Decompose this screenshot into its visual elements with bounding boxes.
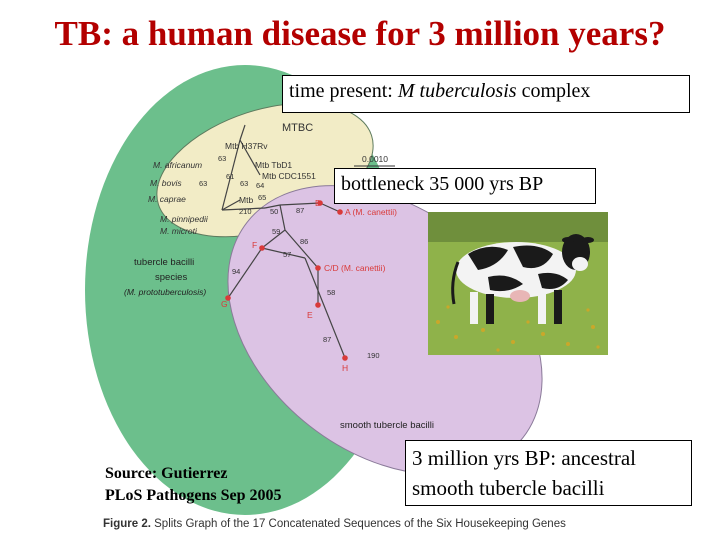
strain-bovis: M. bovis: [150, 178, 182, 188]
node-label-b: B: [315, 198, 321, 208]
branch-num-65: 65: [258, 193, 267, 202]
time-present-species: M tuberculosis: [397, 80, 517, 102]
node-cd: [315, 265, 321, 271]
strain-africanum: M. africanum: [153, 160, 203, 170]
node-label-h: H: [342, 363, 349, 373]
node-label-e: E: [307, 310, 313, 320]
cow-photo: [428, 212, 608, 355]
caption-text: Splits Graph of the 17 Concatenated Sequences of the Six Housekeeping Genes: [150, 518, 566, 530]
tubercle-species-line2: species: [155, 272, 188, 283]
prototuberculosis-label: (M. prototuberculosis): [124, 287, 207, 297]
branch-num-86: 86: [300, 237, 309, 246]
caption-label: Figure 2.: [103, 518, 151, 530]
strain-caprae: M. caprae: [148, 194, 186, 204]
branch-num-87a: 87: [296, 206, 305, 215]
branch-num-190: 190: [367, 351, 380, 360]
bottleneck-box: [334, 168, 596, 204]
figure-caption: [103, 518, 566, 530]
strain-pinnipedii: M. pinnipedii: [160, 214, 208, 224]
branch-num-63b: 63: [199, 179, 208, 188]
source-citation: [105, 463, 281, 507]
node-f: [259, 245, 265, 251]
node-a: [337, 209, 343, 215]
bottleneck-text: bottleneck 35 000 yrs BP: [341, 173, 544, 195]
time-present-suffix: complex: [516, 80, 591, 102]
smooth-tubercle-label: smooth tubercle bacilli: [340, 420, 434, 431]
branch-num-87b: 87: [323, 335, 332, 344]
strain-mtb: Mtb: [239, 195, 254, 205]
node-label-g: G: [221, 299, 228, 309]
source-line2: PLoS Pathogens Sep 2005: [105, 487, 282, 504]
branch-num-210: 210: [239, 207, 252, 216]
branch-num-58: 58: [327, 288, 336, 297]
tubercle-species-line1: tubercle bacilli: [134, 257, 195, 268]
node-e: [315, 302, 321, 308]
strain-cdc1551: Mtb CDC1551: [262, 171, 316, 181]
scale-label: 0.0010: [362, 154, 388, 164]
time-present-prefix: time present:: [289, 80, 398, 102]
branch-num-94: 94: [232, 267, 241, 276]
branch-num-50: 50: [270, 207, 279, 216]
node-h: [342, 355, 348, 361]
branch-num-57: 57: [283, 250, 292, 259]
strain-microti: M. microti: [160, 226, 197, 236]
branch-num-59: 59: [272, 227, 281, 236]
strain-tbd1: Mtb TbD1: [255, 160, 293, 170]
node-label-a: A (M. canettii): [345, 207, 397, 217]
source-line1: Source: Gutierrez: [105, 465, 228, 482]
time-present-box: [282, 75, 690, 113]
ancestral-text: 3 million yrs BP: ancestral smooth tubercle bacilli: [412, 446, 636, 500]
branch-num-63a: 63: [218, 154, 227, 163]
slide-title: TB: a human disease for 3 million years?: [54, 14, 666, 53]
branch-num-63c: 63: [240, 179, 249, 188]
ancestral-box: [405, 440, 692, 506]
branch-num-61: 61: [226, 172, 235, 181]
branch-num-64: 64: [256, 181, 265, 190]
node-label-f: F: [252, 240, 258, 250]
strain-h37rv: Mtb H37Rv: [225, 141, 268, 151]
node-label-cd: C/D (M. canettii): [324, 263, 386, 273]
mtbc-label: MTBC: [282, 122, 314, 134]
